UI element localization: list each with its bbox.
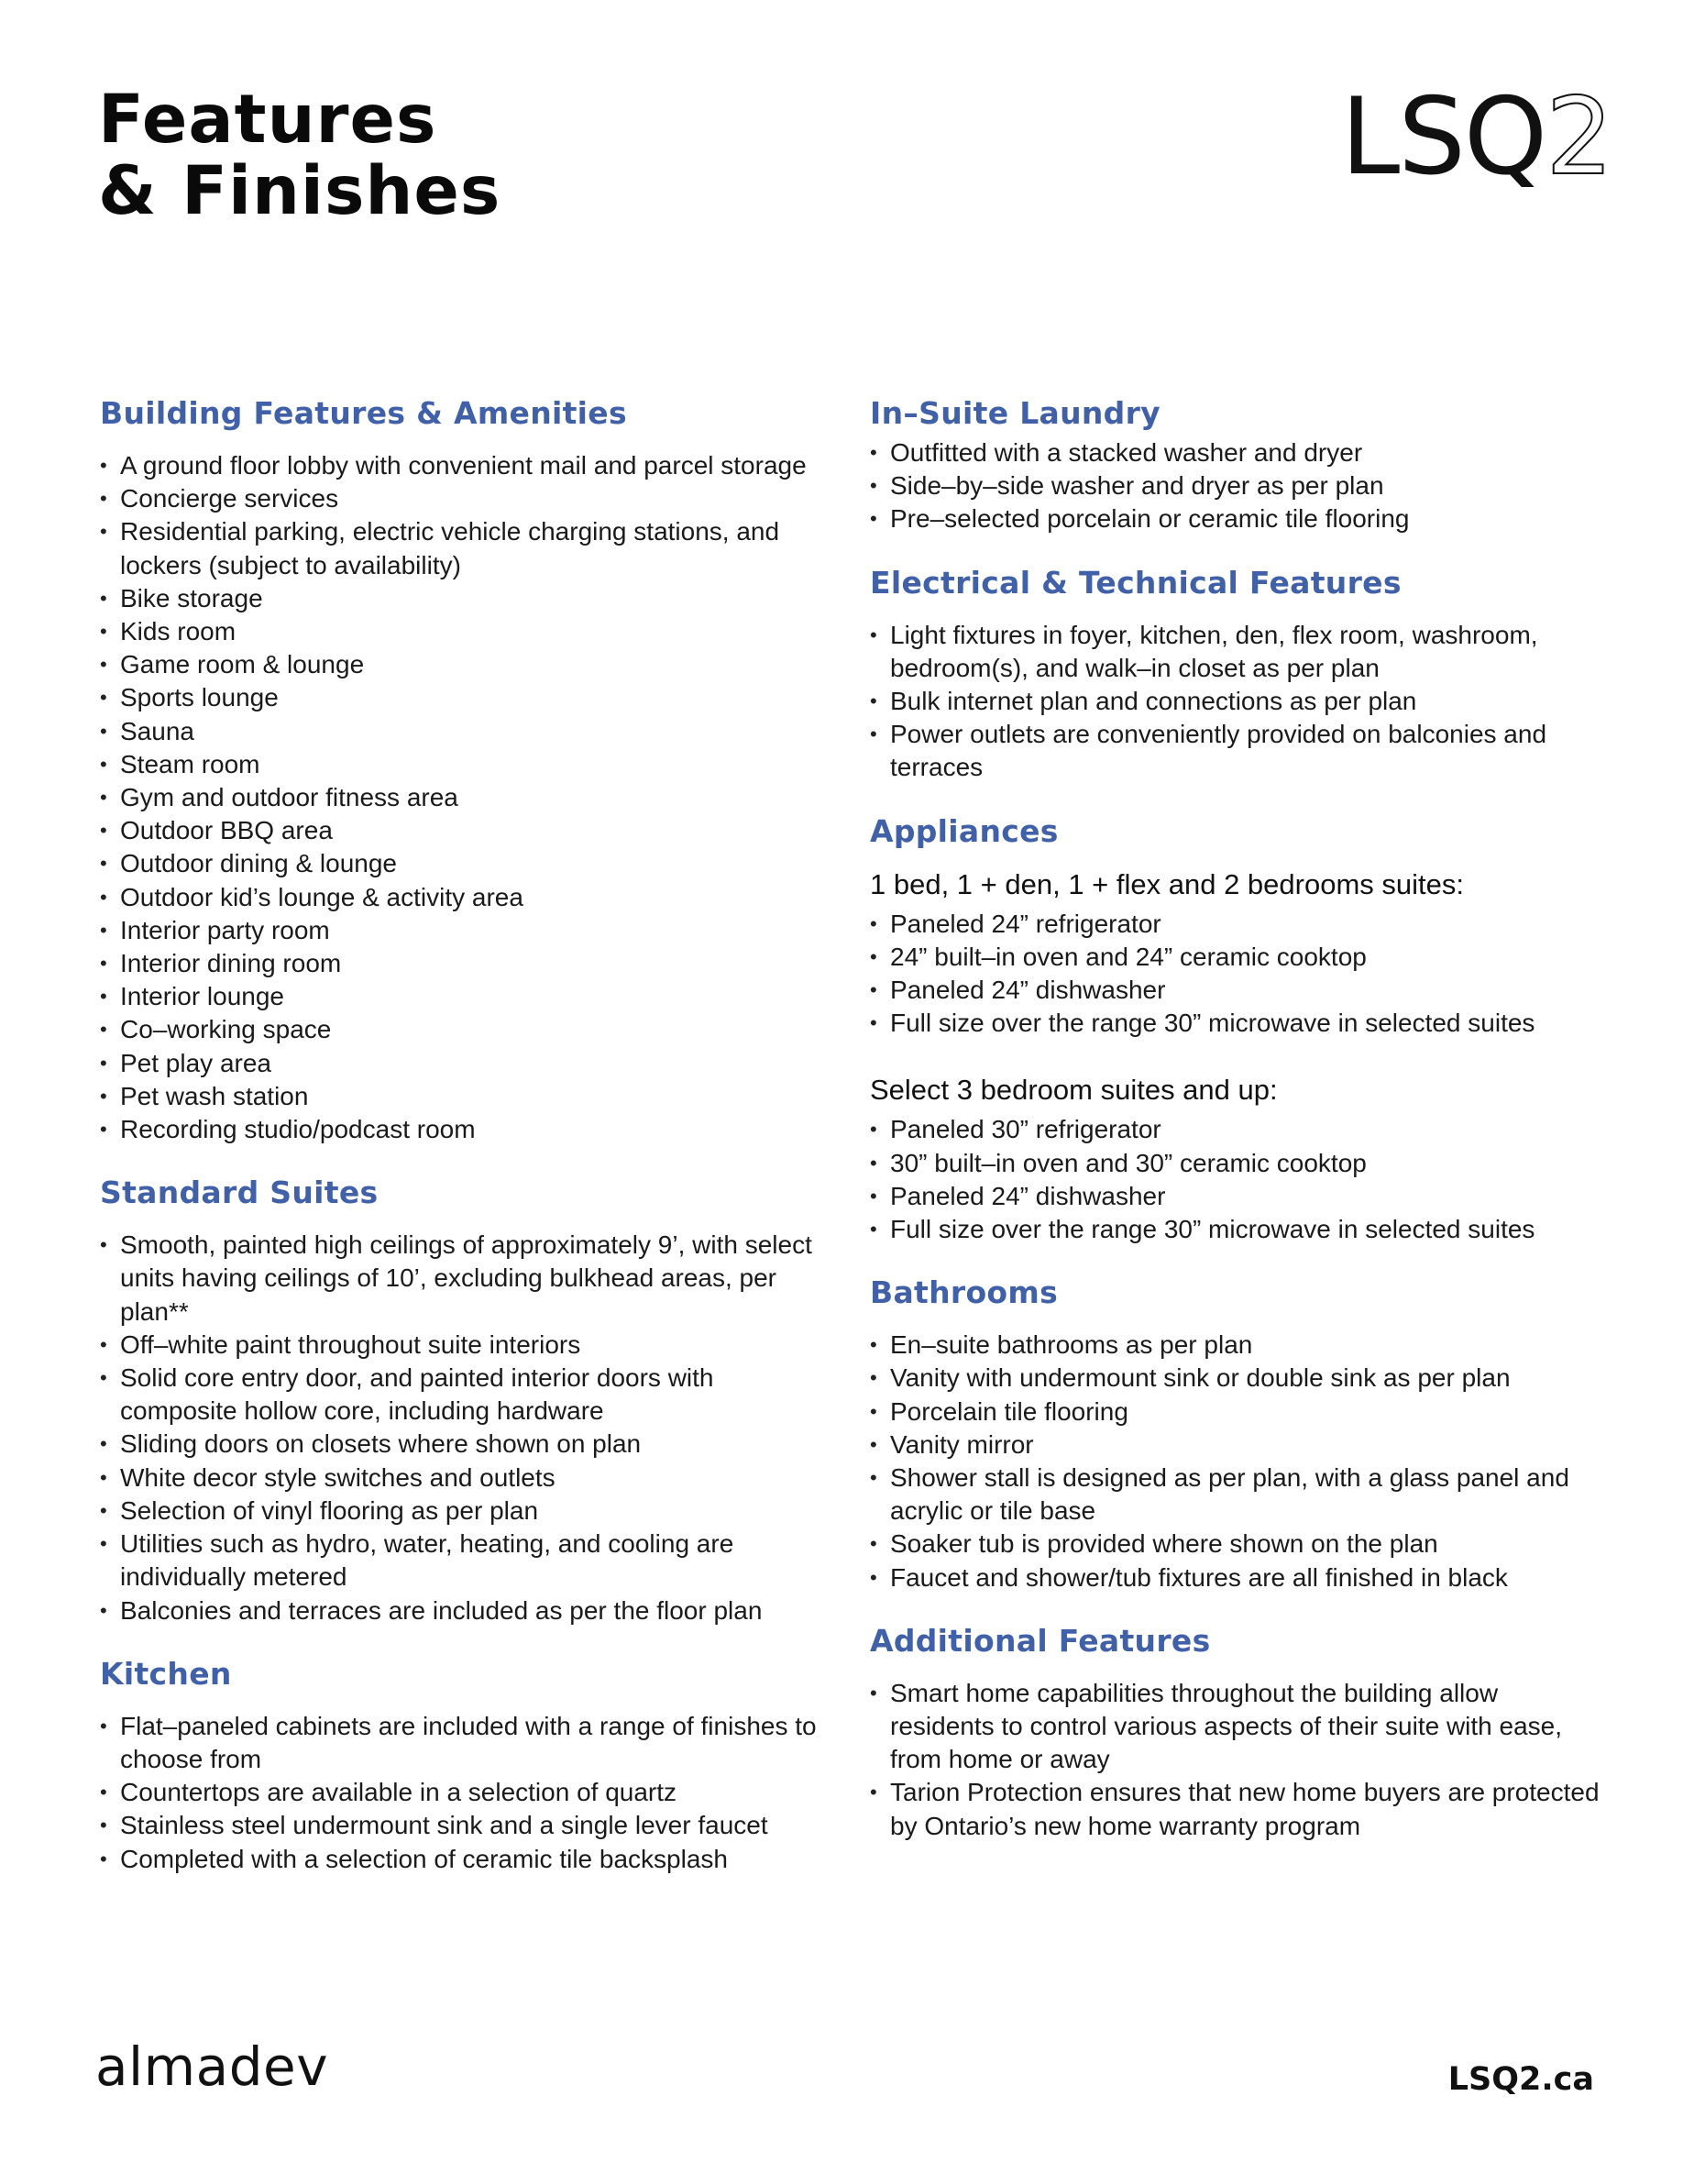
page-title-line-2: & Finishes (98, 152, 501, 230)
website-url[interactable]: LSQ2.ca (1447, 2061, 1594, 2098)
list-item: • Vanity mirror (870, 1428, 1603, 1462)
list-item: • Paneled 30” refrigerator (870, 1113, 1603, 1146)
list-item: • Concierge services (100, 482, 824, 515)
list-item: • Tarion Protection ensures that new home buyers are protected by Ontario’s new home warranty program (870, 1776, 1603, 1842)
list-item: • Interior dining room (100, 947, 824, 980)
bullet-list (100, 1229, 824, 1627)
list-item: • Pet wash station (100, 1080, 824, 1113)
list-item: • 24” built–in oven and 24” ceramic cooktop (870, 941, 1603, 974)
right-column (870, 394, 1603, 1870)
bullet-list (870, 908, 1603, 1041)
section-electrical-technical (870, 564, 1603, 785)
list-item: • Sports lounge (100, 681, 824, 714)
page-title (98, 81, 501, 230)
list-item: • Selection of vinyl flooring as per plan (100, 1495, 824, 1528)
appliance-group-title: Select 3 bedroom suites and up: (870, 1074, 1278, 1107)
list-item: • Steam room (100, 748, 824, 781)
list-item: • Balconies and terraces are included as per the floor plan (100, 1594, 824, 1627)
lsq2-logo (1340, 75, 1612, 199)
page-title-line-1: Features (98, 81, 437, 159)
bullet-list (100, 1710, 824, 1876)
list-item: • White decor style switches and outlets (100, 1462, 824, 1495)
list-item: • Full size over the range 30” microwave in selected suites (870, 1213, 1603, 1246)
section-heading: Kitchen (100, 1655, 232, 1692)
list-item: • Outfitted with a stacked washer and dryer (870, 436, 1603, 469)
section-in-suite-laundry (870, 394, 1603, 536)
section-heading: Appliances (870, 812, 1059, 849)
list-item: • Outdoor kid’s lounge & activity area (100, 881, 824, 914)
list-item: • Sliding doors on closets where shown on plan (100, 1428, 824, 1461)
section-heading: Bathrooms (870, 1274, 1059, 1311)
list-item: • Off–white paint throughout suite interiors (100, 1329, 824, 1362)
list-item: • Interior lounge (100, 980, 824, 1013)
list-item: • Countertops are available in a selection of quartz (100, 1776, 824, 1809)
section-heading: Additional Features (870, 1622, 1211, 1659)
list-item: • Side–by–side washer and dryer as per plan (870, 469, 1603, 502)
list-item: • Paneled 24” dishwasher (870, 1180, 1603, 1213)
list-item: • Interior party room (100, 914, 824, 947)
list-item: • Bike storage (100, 582, 824, 615)
bullet-list (870, 436, 1603, 536)
bullet-list (870, 1677, 1603, 1843)
almadev-logo: almadev (95, 2035, 329, 2098)
list-item: • Completed with a selection of ceramic tile backsplash (100, 1843, 824, 1876)
list-item: • Kids room (100, 615, 824, 648)
list-item: • Paneled 24” refrigerator (870, 908, 1603, 941)
list-item: • Shower stall is designed as per plan, with a glass panel and acrylic or tile base (870, 1462, 1603, 1528)
section-standard-suites (100, 1174, 824, 1627)
list-item: • Smart home capabilities throughout the building allow residents to control various aspects of their suite with ease, from home or away (870, 1677, 1603, 1777)
bullet-list (870, 1329, 1603, 1594)
list-item: • Gym and outdoor fitness area (100, 781, 824, 814)
list-item: • Soaker tub is provided where shown on the plan (870, 1528, 1603, 1561)
list-item: • En–suite bathrooms as per plan (870, 1329, 1603, 1362)
list-item: • Pre–selected porcelain or ceramic tile flooring (870, 502, 1603, 535)
section-appliances (870, 812, 1603, 1247)
list-item: • Full size over the range 30” microwave in selected suites (870, 1007, 1603, 1040)
section-heading: In–Suite Laundry (870, 395, 1160, 431)
list-item: • Vanity with undermount sink or double sink as per plan (870, 1362, 1603, 1395)
appliance-group-title: 1 bed, 1 + den, 1 + flex and 2 bedrooms suites: (870, 867, 1464, 900)
list-item: • Pet play area (100, 1047, 824, 1080)
list-item: • Co–working space (100, 1013, 824, 1046)
bullet-list (870, 619, 1603, 785)
list-item: • Game room & lounge (100, 648, 824, 681)
section-heading: Electrical & Technical Features (870, 564, 1402, 601)
section-heading: Building Features & Amenities (100, 395, 627, 431)
list-item: • Sauna (100, 715, 824, 748)
list-item: • Power outlets are conveniently provided on balconies and terraces (870, 718, 1603, 784)
section-bathrooms (870, 1274, 1603, 1594)
section-building-features (100, 394, 824, 1146)
list-item: • Outdoor BBQ area (100, 814, 824, 847)
list-item: • Stainless steel undermount sink and a single lever faucet (100, 1809, 824, 1842)
list-item: • Recording studio/podcast room (100, 1113, 824, 1146)
section-additional-features (870, 1622, 1603, 1843)
list-item: • Utilities such as hydro, water, heating, and cooling are individually metered (100, 1528, 824, 1594)
list-item: • Porcelain tile flooring (870, 1395, 1603, 1428)
bullet-list (870, 1113, 1603, 1246)
left-column (100, 394, 824, 1903)
list-item: • Paneled 24” dishwasher (870, 974, 1603, 1007)
list-item: • Light fixtures in foyer, kitchen, den, flex room, washroom, bedroom(s), and walk–in closet as per plan (870, 619, 1603, 685)
list-item: • 30” built–in oven and 30” ceramic cooktop (870, 1147, 1603, 1180)
list-item: • A ground floor lobby with convenient mail and parcel storage (100, 449, 824, 482)
list-item: • Residential parking, electric vehicle charging stations, and lockers (subject to availability) (100, 515, 824, 581)
section-kitchen (100, 1655, 824, 1876)
logo-suffix-text: 2 (1546, 75, 1612, 199)
list-item: • Outdoor dining & lounge (100, 847, 824, 880)
bullet-list (100, 449, 824, 1146)
list-item: • Faucet and shower/tub fixtures are all finished in black (870, 1561, 1603, 1594)
list-item: • Smooth, painted high ceilings of approximately 9’, with select units having ceilings of 10’, excluding bulkhead areas, per plan** (100, 1229, 824, 1329)
list-item: • Solid core entry door, and painted interior doors with composite hollow core, including hardware (100, 1362, 824, 1428)
logo-main-text: LSQ (1340, 75, 1546, 199)
list-item: • Flat–paneled cabinets are included with a range of finishes to choose from (100, 1710, 824, 1776)
list-item: • Bulk internet plan and connections as per plan (870, 685, 1603, 718)
section-heading: Standard Suites (100, 1175, 379, 1211)
